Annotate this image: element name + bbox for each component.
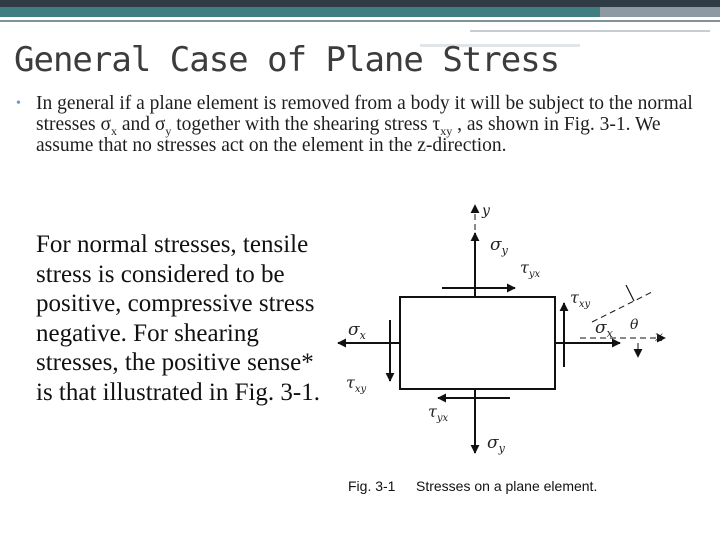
header-bar-teal — [0, 7, 600, 17]
figure-caption-text: Stresses on a plane element. — [416, 478, 598, 494]
angle-label: θ — [630, 317, 639, 333]
plane-element — [400, 297, 555, 389]
bullet-text-part: , as shown in Fig. 3-1. We assume that no stresses act on the element in the z-direction. — [36, 114, 661, 156]
subscript-xy: xy — [440, 123, 453, 138]
bullet-text-part: together with the shearing stress τ — [171, 114, 441, 135]
bullet-item — [14, 93, 714, 156]
x-axis-label: x — [655, 329, 663, 345]
slide-header — [0, 0, 720, 90]
tau-xy-label-left: $\tau_{xy}$ — [346, 373, 367, 395]
bullet-text — [36, 93, 714, 156]
angle-tick-upper — [626, 285, 634, 301]
y-axis-label: y — [482, 203, 490, 219]
header-line — [0, 20, 720, 22]
figure-caption-label: Fig. 3-1 — [348, 478, 396, 494]
sigma-y-label-top: $\sigma_y$ — [490, 235, 508, 257]
bullet-marker: • — [16, 96, 21, 111]
header-bar-dark — [0, 0, 720, 7]
sigma-x-label-right: $\sigma_x$ — [595, 318, 613, 340]
header-bar-grey — [600, 7, 720, 17]
slide-title: General Case of Plane Stress — [14, 40, 560, 80]
bullet-text-part: In general if a plane element is removed from a body it will be subject to the normal stresses σ — [36, 93, 693, 135]
tau-yx-label-top: $\tau_{yx}$ — [520, 258, 541, 280]
sigma-y-label-bottom: $\sigma_y$ — [487, 433, 505, 455]
subscript-x: x — [110, 123, 117, 138]
body-paragraph: For normal stresses, tensile stress is considered to be positive, compressive stress negative. For shearing stresses, the positive sense* is that illustrated in Fig. 3-1. — [36, 231, 321, 406]
bullet-text-part: and σ — [116, 114, 166, 135]
stress-element-figure — [330, 195, 710, 505]
tau-xy-label-right: $\tau_{xy}$ — [570, 288, 591, 310]
subscript-y: y — [165, 123, 172, 138]
header-line-accent-1 — [470, 30, 710, 32]
tau-yx-label-bottom: $\tau_{yx}$ — [428, 402, 449, 424]
sigma-x-label-left: $\sigma_x$ — [348, 320, 366, 342]
